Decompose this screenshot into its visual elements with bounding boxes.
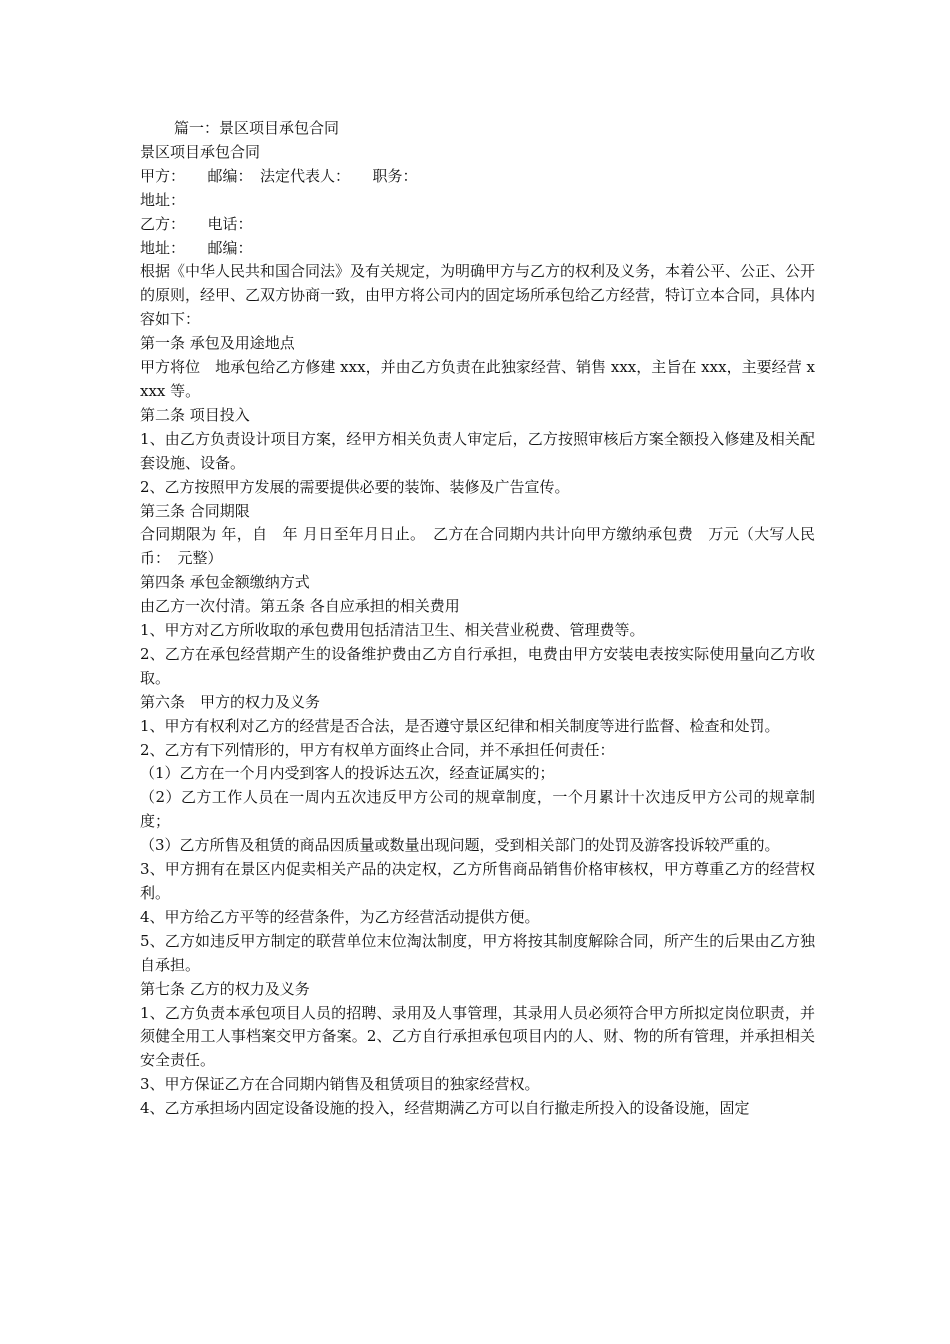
article-6-heading: 第六条 甲方的权力及义务 — [140, 692, 321, 711]
article-3-text: 合同期限为 年，自 年 月日至年月日止。 乙方在合同期内共计向甲方缴纳承包费 万元（大写人民币： 元整） — [140, 525, 815, 568]
article-7-item-3: 3、甲方保证乙方在合同期内销售及租赁项目的独家经营权。 — [140, 1075, 540, 1094]
contract-title: 景区项目承包合同 — [140, 142, 261, 161]
article-2-heading: 第二条 项目投入 — [140, 405, 250, 424]
party-b-address: 地址： 邮编： — [140, 238, 253, 257]
document-heading: 篇一：景区项目承包合同 — [174, 119, 340, 137]
article-6-item-2: 2、乙方有下列情形的，甲方有权单方面终止合同，并不承担任何责任： — [140, 740, 615, 759]
document-body — [140, 117, 815, 1121]
article-6-subitem-1: （1）乙方在一个月内受到客人的投诉达五次，经查证属实的； — [140, 764, 555, 783]
article-3-heading: 第三条 合同期限 — [140, 501, 250, 520]
article-2-item-2: 2、乙方按照甲方发展的需要提供必要的装饰、装修及广告宣传。 — [140, 477, 570, 496]
preamble-paragraph: 根据《中华人民共和国合同法》及有关规定，为明确甲方与乙方的权利及义务，本着公平、公正、公开的原则，经甲、乙双方协商一致，由甲方将公司内的固定场所承包给乙方经营，特订立本合同，具体内容如下： — [140, 262, 816, 329]
article-1-heading: 第一条 承包及用途地点 — [140, 334, 295, 353]
article-4-heading: 第四条 承包金额缴纳方式 — [140, 573, 310, 592]
article-5-item-2: 2、乙方在承包经营期产生的设备维护费由乙方自行承担，电费由甲方安装电表按实际使用量向乙方收取。 — [140, 644, 815, 687]
article-1-text: 甲方将位 地承包给乙方修建 xxx，并由乙方负责在此独家经营、销售 xxx，主旨在 xxx，主要经营 xxxx 等。 — [140, 358, 815, 400]
article-5-item-1: 1、甲方对乙方所收取的承包费用包括清洁卫生、相关营业税费、管理费等。 — [140, 621, 645, 640]
article-2-item-1: 1、由乙方负责设计项目方案，经甲方相关负责人审定后，乙方按照审核后方案全额投入修建及相关配套设施、设备。 — [140, 429, 815, 472]
article-6-item-1: 1、甲方有权利对乙方的经营是否合法，是否遵守景区纪律和相关制度等进行监督、检查和处罚。 — [140, 716, 780, 735]
party-a-address: 地址： — [140, 190, 186, 209]
article-7-item-1-2: 1、乙方负责本承包项目人员的招聘、录用及人事管理，其录用人员必须符合甲方所拟定岗位职责，并须健全用工人事档案交甲方备案。2、乙方自行承担承包项目内的人、财、物的所有管理，并承担相关安全责任。 — [140, 1003, 815, 1070]
article-6-subitem-2: （2）乙方工作人员在一周内五次违反甲方公司的规章制度，一个月累计十次违反甲方公司的规章制度； — [140, 788, 815, 831]
article-7-heading: 第七条 乙方的权力及义务 — [140, 979, 310, 998]
article-6-item-3: 3、甲方拥有在景区内促卖相关产品的决定权，乙方所售商品销售价格审核权，甲方尊重乙方的经营权利。 — [140, 860, 815, 902]
article-6-item-5: 5、乙方如违反甲方制定的联营单位末位淘汰制度，甲方将按其制度解除合同，所产生的后果由乙方独自承担。 — [140, 931, 815, 974]
article-4-text: 由乙方一次付清。第五条 各自应承担的相关费用 — [140, 597, 460, 616]
party-b-info: 乙方： 电话： — [140, 214, 253, 233]
article-7-item-4: 4、乙方承担场内固定设备设施的投入，经营期满乙方可以自行撤走所投入的设备设施，固定 — [140, 1099, 750, 1118]
party-a-info: 甲方： 邮编： 法定代表人： 职务： — [140, 166, 418, 185]
article-6-subitem-3: （3）乙方所售及租赁的商品因质量或数量出现问题，受到相关部门的处罚及游客投诉较严重的。 — [140, 836, 780, 855]
article-6-item-4: 4、甲方给乙方平等的经营条件，为乙方经营活动提供方便。 — [140, 907, 540, 926]
